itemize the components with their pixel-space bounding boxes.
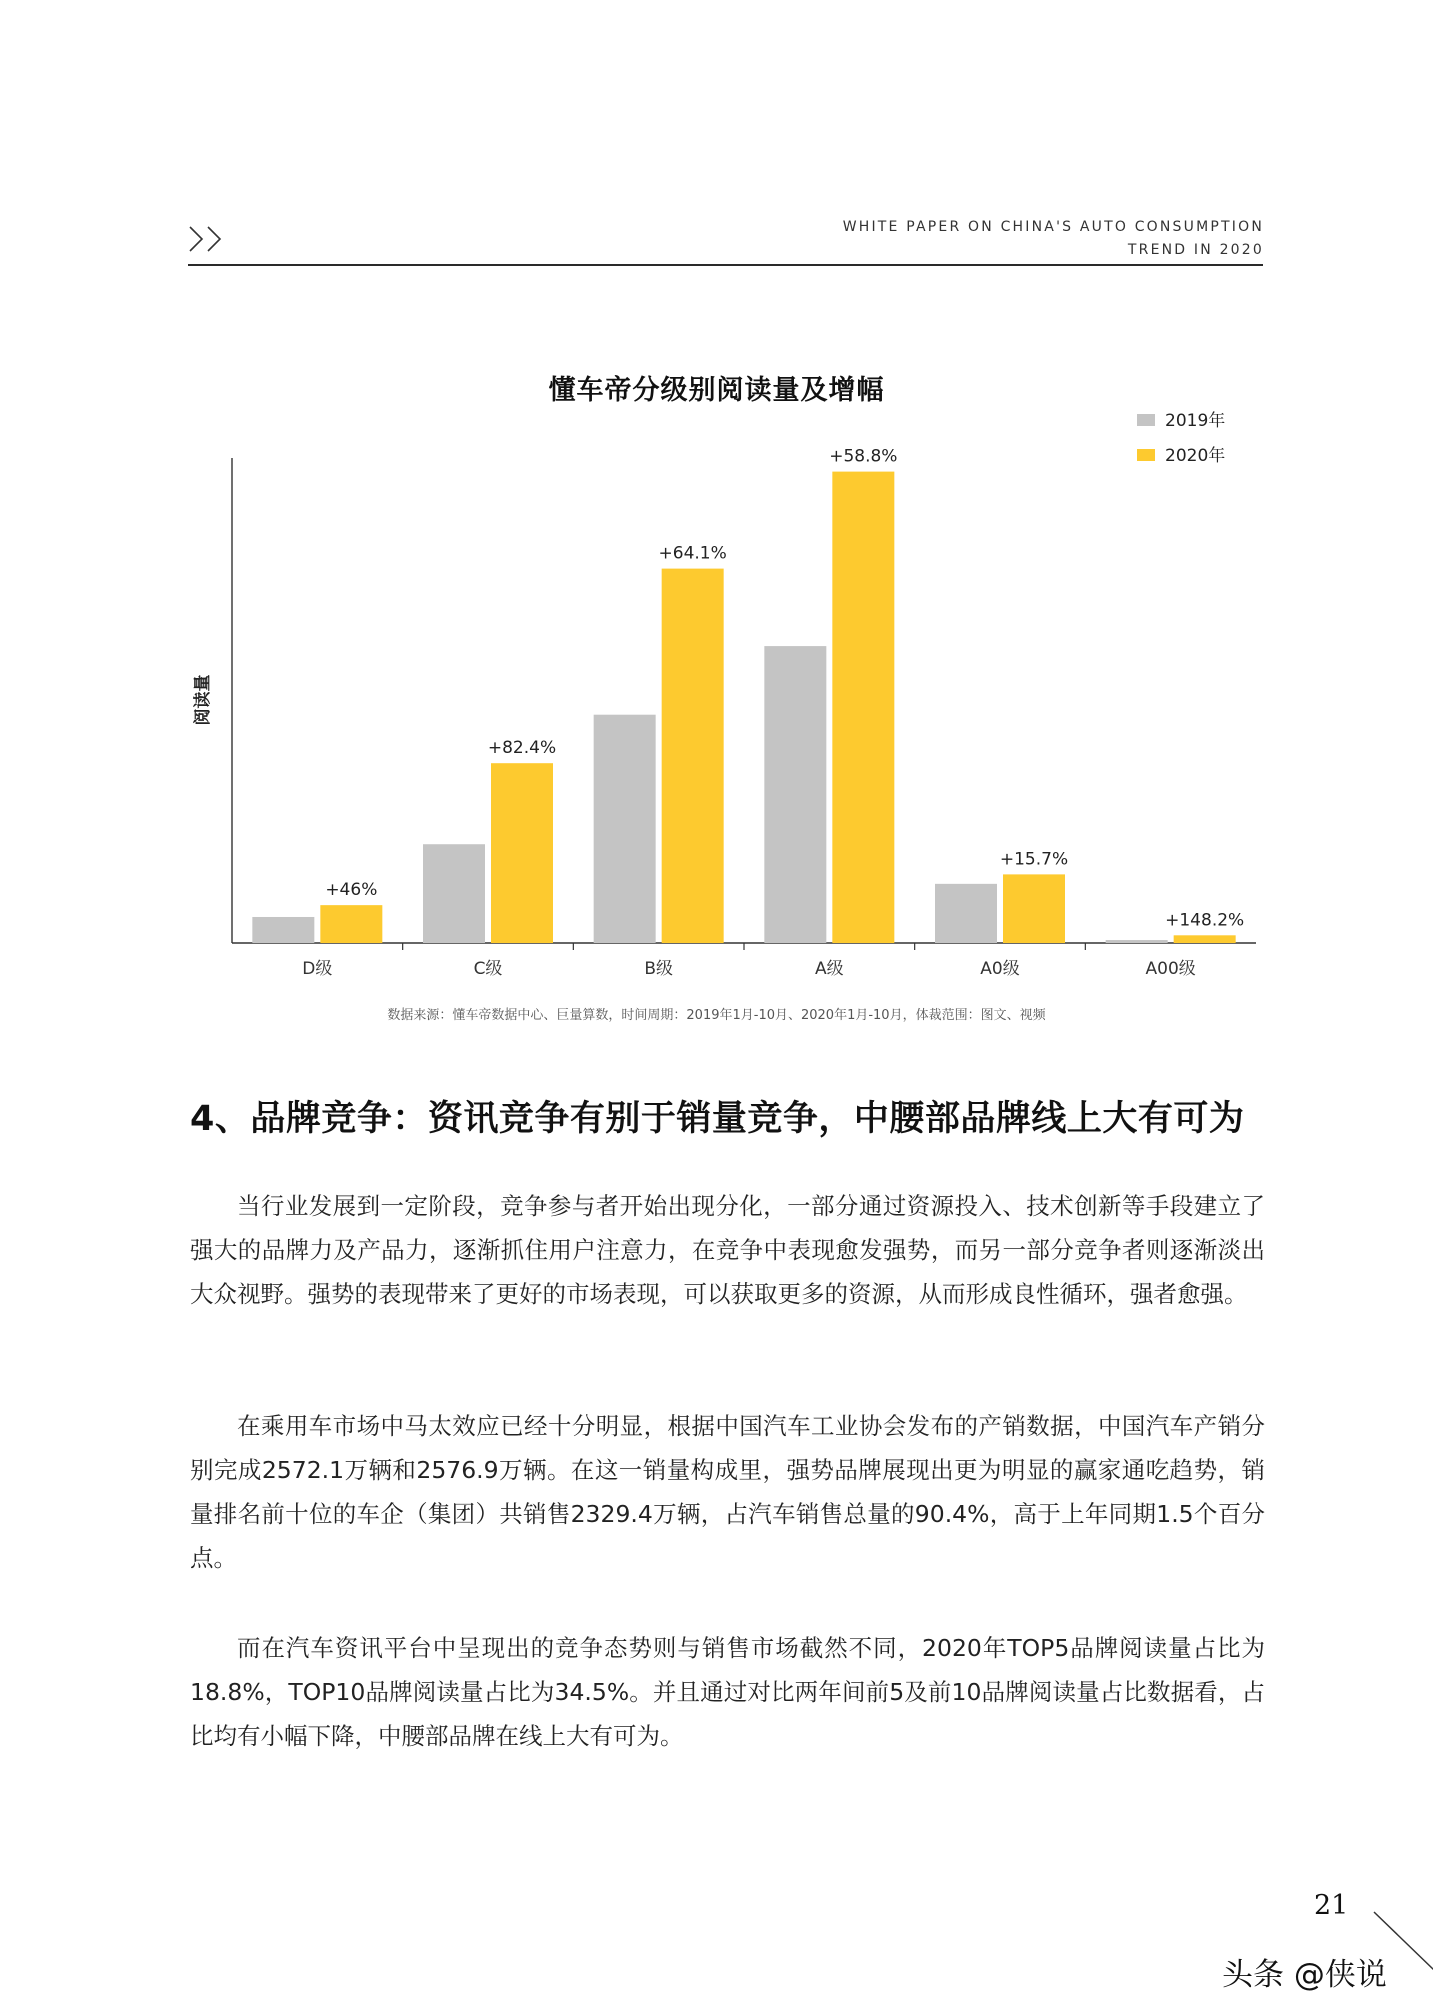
bar-2020-1	[320, 905, 382, 943]
bar-2020-2	[491, 763, 553, 943]
x-tick-label-4: A级	[815, 959, 844, 979]
bar-2020-3	[662, 569, 724, 943]
legend-swatch-2	[1137, 449, 1155, 461]
bar-chart	[190, 390, 1270, 1050]
page-number: 21	[1314, 1890, 1349, 1921]
bar-2019-3	[594, 715, 656, 943]
english-header-line1: WHITE PAPER ON CHINA'S AUTO CONSUMPTION	[842, 219, 1264, 235]
growth-label-5: +15.7%	[999, 849, 1069, 870]
x-tick-label-2: C级	[473, 959, 503, 979]
bar-2020-6	[1174, 935, 1236, 943]
bar-2019-4	[764, 646, 826, 943]
paragraph-1: 当行业发展到一定阶段，竞争参与者开始出现分化，一部分通过资源投入、技术创新等手段建立了强大的品牌力及产品力，逐渐抓住用户注意力，在竞争中表现愈发强势，而另一部分竞争者则逐渐淡出大众视野。强势的表现带来了更好的市场表现，可以获取更多的资源，从而形成良性循环，强者愈强。	[190, 1192, 1265, 1308]
x-tick-label-1: D级	[302, 959, 333, 979]
section-heading: 4、品牌竞争：资讯竞争有别于销量竞争，中腰部品牌线上大有可为	[190, 1099, 1245, 1139]
bar-2020-4	[832, 472, 894, 943]
growth-label-6: +148.2%	[1165, 910, 1245, 931]
bar-2019-1	[252, 917, 314, 943]
legend-label-2: 2020年	[1165, 446, 1226, 466]
bar-2019-6	[1106, 940, 1168, 943]
paragraph-2: 在乘用车市场中马太效应已经十分明显，根据中国汽车工业协会发布的产销数据，中国汽车产销分别完成2572.1万辆和2576.9万辆。在这一销量构成里，强势品牌展现出更为明显的赢家通吃趋势，销量排名前十位的车企（集团）共销售2329.4万辆，占汽车销售总量的90.4%，高于上年同期1.5个百分点。	[190, 1412, 1265, 1572]
bar-2019-5	[935, 884, 997, 943]
chart-source-note: 数据来源：懂车帝数据中心、巨量算数，时间周期：2019年1月-10月、2020年1月-10月，体裁范围：图文、视频	[387, 1008, 1046, 1023]
growth-label-3: +64.1%	[658, 543, 727, 564]
x-tick-label-6: A00级	[1145, 959, 1196, 979]
legend-swatch-1	[1137, 414, 1155, 426]
bar-2019-2	[423, 844, 485, 943]
x-tick-label-3: B级	[644, 959, 674, 979]
paragraph-3: 而在汽车资讯平台中呈现出的竞争态势则与销售市场截然不同，2020年TOP5品牌阅读量占比为18.8%，TOP10品牌阅读量占比为34.5%。并且通过对比两年间前5及前10品牌阅读量占比数据看，占比均有小幅下降，中腰部品牌在线上大有可为。	[190, 1634, 1265, 1750]
growth-label-4: +58.8%	[829, 446, 898, 467]
chart-title: 懂车帝分级别阅读量及增幅	[548, 375, 885, 406]
growth-label-1: +46%	[325, 880, 378, 901]
header-divider	[188, 264, 1263, 266]
english-header	[704, 216, 1264, 262]
bar-2020-5	[1003, 874, 1065, 943]
english-header-line2: TREND IN 2020	[1127, 242, 1264, 258]
x-tick-label-5: A0级	[980, 959, 1020, 979]
y-axis-label: 阅读量	[193, 674, 213, 726]
growth-label-2: +82.4%	[487, 738, 557, 759]
watermark: 头条 @侠说	[1222, 1957, 1387, 1993]
double-chevron-icon	[188, 224, 232, 254]
legend-label-1: 2019年	[1165, 411, 1226, 431]
